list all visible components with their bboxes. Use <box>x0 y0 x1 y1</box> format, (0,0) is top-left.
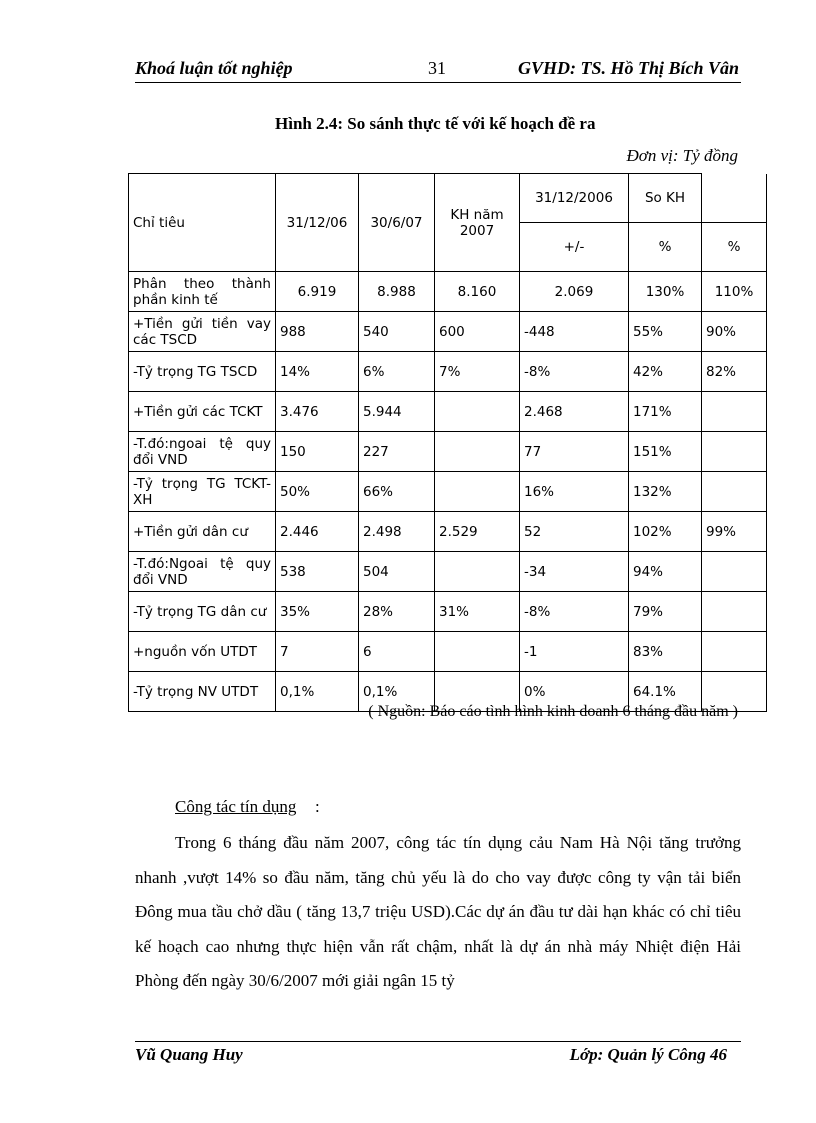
table-cell: 42% <box>629 352 702 392</box>
header-plan: KH năm 2007 <box>435 174 520 272</box>
table-cell: 600 <box>435 312 520 352</box>
row-label: -T.đó:Ngoai tệ quy đổi VND <box>129 552 276 592</box>
table-cell: 7% <box>435 352 520 392</box>
table-cell: 64.1% <box>629 672 702 712</box>
table-cell: 504 <box>359 552 435 592</box>
thesis-title: Khoá luận tốt nghiệp <box>135 58 293 78</box>
header-indicator: Chỉ tiêu <box>129 174 276 272</box>
row-label: +Tiền gửi dân cư <box>129 512 276 552</box>
figure-title: Hình 2.4: So sánh thực tế với kế hoạch đề ra <box>275 114 596 133</box>
header-pct-1: % <box>629 223 702 272</box>
table-row <box>129 432 767 472</box>
table-cell <box>435 632 520 672</box>
table-cell: 50% <box>276 472 359 512</box>
table-cell: 132% <box>629 472 702 512</box>
row-label: -Tỷ trọng TG TCKT-XH <box>129 472 276 512</box>
table-row <box>129 552 767 592</box>
row-label: -T.đó:ngoai tệ quy đổi VND <box>129 432 276 472</box>
table-cell: -8% <box>520 352 629 392</box>
row-label: -Tỷ trọng TG dân cư <box>129 592 276 632</box>
table-cell: 66% <box>359 472 435 512</box>
table-cell: 0,1% <box>276 672 359 712</box>
table-cell <box>435 432 520 472</box>
table-cell: -8% <box>520 592 629 632</box>
table-cell <box>435 392 520 432</box>
table-cell: 14% <box>276 352 359 392</box>
table-cell: 8.160 <box>435 272 520 312</box>
body-paragraph: Trong 6 tháng đầu năm 2007, công tác tín dụng cảu Nam Hà Nội tăng trưởng nhanh ,vượt 14% so đầu năm, tăng chủ yếu là do cho vay được công ty vận tải biển Đông mua tầu chở dầu ( tăng 13,7 triệu USD).Các dự án đầu tư dài hạn khác có chỉ tiêu kế hoạch cao nhưng thực hiện vẫn rất chậm, nhất là dự án nhà máy Nhiệt điện Hải Phòng đến ngày 30/6/2007 mới giải ngân 15 tỷ <box>135 833 741 990</box>
table-cell: 8.988 <box>359 272 435 312</box>
table-cell: 110% <box>702 272 767 312</box>
table-cell: 2.498 <box>359 512 435 552</box>
table-cell: -34 <box>520 552 629 592</box>
table-cell: 79% <box>629 592 702 632</box>
table-row <box>129 472 767 512</box>
table-cell <box>435 472 520 512</box>
table-cell: 102% <box>629 512 702 552</box>
table-cell: 52 <box>520 512 629 552</box>
table-cell: 130% <box>629 272 702 312</box>
header-row-1 <box>129 174 767 223</box>
header-blank <box>702 174 767 223</box>
table-cell: 16% <box>520 472 629 512</box>
page-footer <box>135 1041 741 1064</box>
table-cell: 150 <box>276 432 359 472</box>
table-cell: 6.919 <box>276 272 359 312</box>
table-cell: 99% <box>702 512 767 552</box>
comparison-table <box>128 173 767 712</box>
table-cell: 988 <box>276 312 359 352</box>
header-diff: +/- <box>520 223 629 272</box>
table-cell: 2.446 <box>276 512 359 552</box>
table-cell <box>702 592 767 632</box>
table-cell <box>702 472 767 512</box>
header-pct-2: % <box>702 223 767 272</box>
table-row <box>129 272 767 312</box>
class-name: Lớp: Quản lý Công 46 <box>569 1045 727 1064</box>
table-cell: 6% <box>359 352 435 392</box>
table-cell: 5.944 <box>359 392 435 432</box>
unit-label: Đơn vị: Tỷ đồng <box>626 146 738 165</box>
table-cell: 0% <box>520 672 629 712</box>
section-colon: : <box>315 797 320 816</box>
table-row <box>129 592 767 632</box>
row-label: -Tỷ trọng TG TSCD <box>129 352 276 392</box>
table-cell: -1 <box>520 632 629 672</box>
table-cell: 171% <box>629 392 702 432</box>
section-heading: Công tác tín dụng <box>175 797 297 816</box>
table-cell: 55% <box>629 312 702 352</box>
table-cell: 28% <box>359 592 435 632</box>
table-cell: 2.069 <box>520 272 629 312</box>
table-cell: 6 <box>359 632 435 672</box>
table-cell: 151% <box>629 432 702 472</box>
page-number: 31 <box>428 58 446 78</box>
table-cell: 35% <box>276 592 359 632</box>
table-cell: 82% <box>702 352 767 392</box>
row-label: +Tiền gửi các TCKT <box>129 392 276 432</box>
supervisor: GVHD: TS. Hồ Thị Bích Vân <box>517 58 739 78</box>
row-label: Phân theo thành phần kinh tế <box>129 272 276 312</box>
table-cell: 77 <box>520 432 629 472</box>
table-cell: 540 <box>359 312 435 352</box>
source-note: ( Nguồn: Báo cáo tình hình kinh doanh 6 tháng đầu năm ) <box>368 703 738 720</box>
table-row <box>129 312 767 352</box>
table-cell: -448 <box>520 312 629 352</box>
table-row <box>129 392 767 432</box>
table-cell <box>435 552 520 592</box>
table-cell: 2.529 <box>435 512 520 552</box>
row-label: +nguồn vốn UTDT <box>129 632 276 672</box>
table-row <box>129 512 767 552</box>
table-cell <box>702 632 767 672</box>
table-cell <box>702 392 767 432</box>
table-cell: 3.476 <box>276 392 359 432</box>
table-cell <box>702 552 767 592</box>
header-vs-plan: So KH <box>629 174 702 223</box>
table-row <box>129 352 767 392</box>
table-cell: 31% <box>435 592 520 632</box>
row-label: +Tiền gửi tiền vay các TSCD <box>129 312 276 352</box>
table-cell: 227 <box>359 432 435 472</box>
table-cell: 83% <box>629 632 702 672</box>
table-cell: 90% <box>702 312 767 352</box>
page-header <box>135 58 741 83</box>
header-date-3: 31/12/2006 <box>520 174 629 223</box>
header-date-2: 30/6/07 <box>359 174 435 272</box>
table-cell: 2.468 <box>520 392 629 432</box>
table-cell <box>702 432 767 472</box>
header-date-1: 31/12/06 <box>276 174 359 272</box>
table-cell: 0,1% <box>359 672 435 712</box>
table-cell: 7 <box>276 632 359 672</box>
table-cell: 538 <box>276 552 359 592</box>
row-label: -Tỷ trọng NV UTDT <box>129 672 276 712</box>
author-name: Vũ Quang Huy <box>135 1045 243 1064</box>
table-cell: 94% <box>629 552 702 592</box>
table-row <box>129 632 767 672</box>
